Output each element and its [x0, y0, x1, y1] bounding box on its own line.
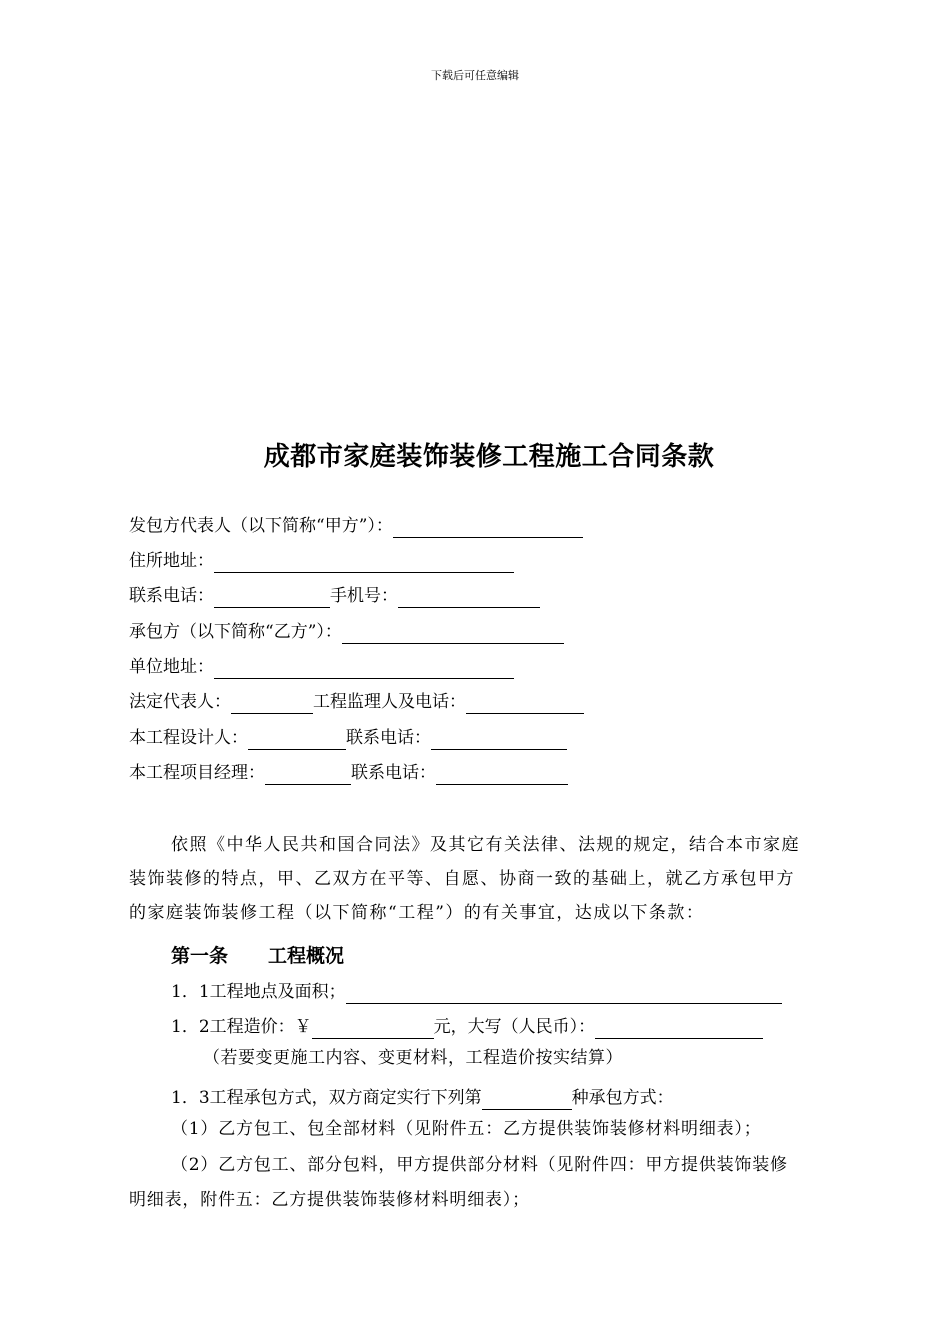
legal-rep-label: 法定代表人： [129, 692, 231, 712]
address-field[interactable] [214, 554, 514, 573]
preamble-line-3: 的家庭装饰装修工程（以下简称“工程”）的有关事宜，达成以下条款： [129, 903, 705, 923]
item-1-3-suffix: 种承包方式： [571, 1088, 674, 1108]
item-1-2-note: （若要变更施工内容、变更材料，工程造价按实结算） [203, 1048, 623, 1068]
manager-phone-label: 联系电话： [351, 763, 436, 783]
unit-address-line [129, 655, 514, 679]
designer-field[interactable] [248, 731, 346, 750]
header-note: 下载后可任意编辑 [431, 69, 519, 82]
item-1-3-label: 1．3工程承包方式，双方商定实行下列第 [171, 1088, 482, 1108]
phone-line [129, 584, 540, 608]
cost-uppercase-field[interactable] [595, 1020, 763, 1039]
option-1: （1）乙方包工、包全部材料（见附件五：乙方提供装饰装修材料明细表）； [171, 1119, 762, 1139]
manager-line [129, 761, 568, 785]
option-2-line-1: （2）乙方包工、部分包料，甲方提供部分材料（见附件四：甲方提供装饰装修 [171, 1155, 788, 1175]
article-number: 第一条 [171, 945, 229, 967]
article-1-heading [171, 941, 344, 968]
contractor-field[interactable] [342, 625, 564, 644]
legal-rep-line [129, 690, 584, 714]
designer-phone-field[interactable] [431, 731, 567, 750]
address-line [129, 549, 514, 573]
designer-phone-label: 联系电话： [346, 728, 431, 748]
address-label: 住所地址： [129, 551, 214, 571]
manager-label: 本工程项目经理： [129, 763, 265, 783]
location-area-field[interactable] [346, 985, 782, 1004]
option-2-line-2: 明细表，附件五：乙方提供装饰装修材料明细表）； [129, 1190, 530, 1210]
unit-address-field[interactable] [214, 660, 514, 679]
item-1-1-label: 1．1工程地点及面积； [171, 982, 346, 1002]
document-title: 成都市家庭装饰装修工程施工合同条款 [263, 442, 715, 472]
cost-amount-field[interactable] [312, 1020, 434, 1039]
designer-label: 本工程设计人： [129, 728, 248, 748]
item-1-1 [171, 980, 782, 1004]
item-1-2 [171, 1015, 763, 1039]
supervisor-label: 工程监理人及电话： [313, 692, 466, 712]
phone-label: 联系电话： [129, 586, 214, 606]
designer-line [129, 726, 567, 750]
preamble-line-1: 依照《中华人民共和国合同法》及其它有关法律、法规的规定，结合本市家庭 [171, 835, 800, 855]
mobile-field[interactable] [398, 589, 540, 608]
mobile-label: 手机号： [330, 586, 398, 606]
item-1-2-label: 1．2工程造价：￥ [171, 1017, 312, 1037]
employer-field[interactable] [393, 519, 583, 538]
employer-label: 发包方代表人（以下简称“甲方”）： [129, 516, 393, 536]
article-title: 工程概况 [268, 945, 345, 967]
preamble-line-2: 装饰装修的特点，甲、乙双方在平等、自愿、协商一致的基础上，就乙方承包甲方 [129, 869, 795, 889]
contract-mode-field[interactable] [482, 1091, 572, 1110]
manager-phone-field[interactable] [436, 766, 568, 785]
item-1-2-uppercase-label: 元，大写（人民币）： [433, 1017, 596, 1037]
supervisor-field[interactable] [466, 695, 584, 714]
employer-line [129, 514, 583, 538]
legal-rep-field[interactable] [231, 695, 313, 714]
phone-field[interactable] [214, 589, 330, 608]
manager-field[interactable] [265, 766, 351, 785]
unit-address-label: 单位地址： [129, 657, 214, 677]
item-1-3 [171, 1086, 674, 1110]
contractor-label: 承包方（以下简称“乙方”）： [129, 622, 342, 642]
contractor-line [129, 620, 564, 644]
